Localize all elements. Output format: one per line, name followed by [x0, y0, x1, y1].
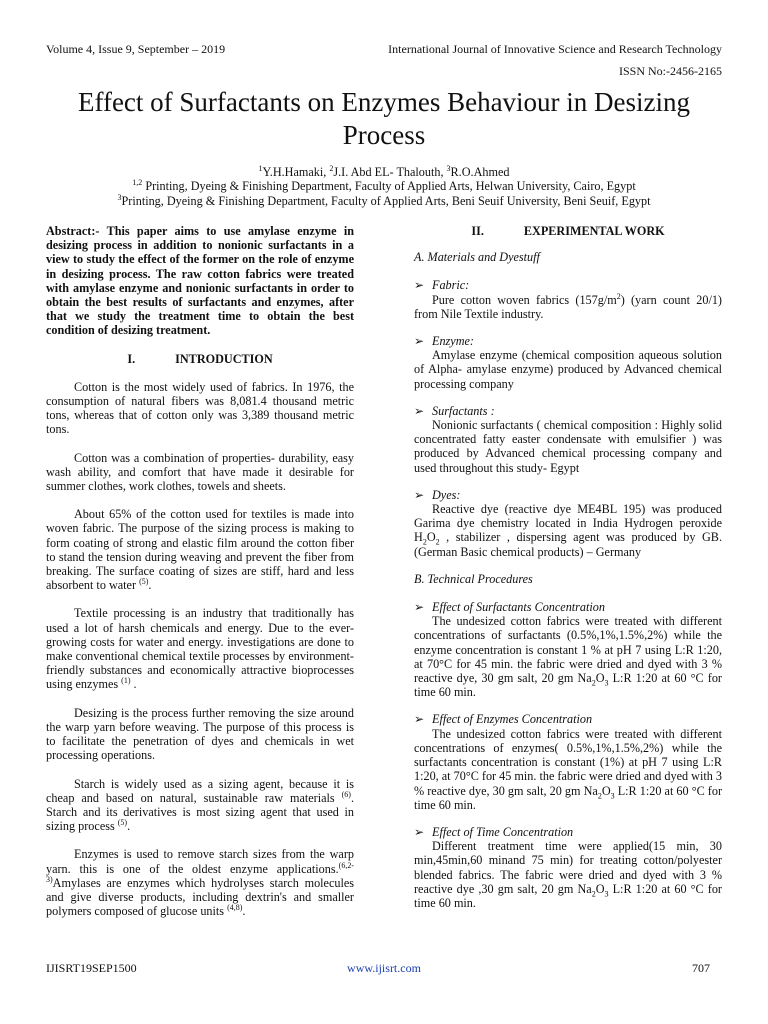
section-heading-experimental: II. EXPERIMENTAL WORK	[471, 224, 665, 238]
paper-title: Effect of Surfactants on Enzymes Behaviour in Desizing Process	[77, 87, 691, 150]
arrow-bullet-icon: ➢	[414, 278, 425, 293]
arrow-bullet-icon: ➢	[414, 334, 425, 349]
arrow-bullet-icon: ➢	[414, 712, 425, 727]
intro-paragraph: Desizing is the process further removing the size around the warp yarn before weaving. The purpose of this process is to facilitate the penetration of dyes and chemicals in wet processing operations.	[46, 705, 354, 763]
abstract: Abstract:- This paper aims to use amylase enzyme in desizing process in addition to nonionic surfactants in a view to study the effect of the former on the role of enzyme in desizing process. The raw cotton fabrics were treated with amylase enzyme and nonionic surfactants in order to obtain the best results of surfactants and enzymes, after that we study the treatment time to obtain the best condition of desizing treatment.	[46, 224, 354, 338]
intro-paragraph: Enzymes is used to remove starch sizes from the warp yarn. this is one of the oldest enzyme applications.$^{(6,2-3)}$Amylases are enzymes which hydrolyses starch molecules and give diverse products, including dextrin's and smaller polymers composed of glucose units $^{(4,8)}$.	[46, 847, 354, 919]
intro-paragraph: Textile processing is an industry that traditionally has used a lot of harsh chemicals and energy. Due to the ever-growing costs for water and energy. investigations are done to make conventional chemical textile processes by environment-friendly substances and economically attractive bioprocesses using enzymes $^{(1)}$ .	[46, 606, 354, 692]
paper-id: IJISRT19SEP1500	[46, 961, 137, 975]
author-list: $^1$Y.H.Hamaki, $^2$J.I. Abd EL- Thalouth, $^3$R.O.Ahmed	[258, 163, 510, 179]
list-item-surfactant-concentration: ➢ Effect of Surfactants Concentration The undesized cotton fabrics were treated with different concentrations of surfactants (0.5%,1%,1.5%,2%) while the enzyme concentration is constant 1 % at pH 7 using L:R 1:20, at 70°C for 45 min. the fabric were dried and dyed with 3 % reactive dye, 30 gm salt, 20 gm $Na_2O_3$ L:R 1:20 at 60 °C for time 60 min.	[414, 600, 722, 700]
list-item-enzyme: ➢ Enzyme: Amylase enzyme (chemical composition aqueous solution of Alpha- amylase enzyme) produced by Advanced chemical processing company	[414, 334, 722, 391]
left-column	[46, 224, 354, 932]
subsection-materials: A. Materials and Dyestuff	[414, 250, 540, 265]
subsection-procedures: B. Technical Procedures	[414, 571, 533, 586]
page-number: 707	[692, 961, 710, 975]
arrow-bullet-icon: ➢	[414, 403, 425, 418]
list-item-time-concentration: ➢ Effect of Time Concentration Different treatment time were applied(15 min, 30 min,45min,60 minand 75 min) for treating cotton/polyester blended fabrics. The fabric were dried and dyed with 3 % reactive dye ,30 gm salt, 20 gm $Na_2O_3$ L:R 1:20 at 60 °C for time 60 min.	[414, 824, 722, 910]
intro-paragraph: Starch is widely used as a sizing agent, because it is cheap and based on natural, sustainable raw materials $^{(6)}$. Starch and its derivatives is most sizing agent that used in sizing process $^{(5)}$.	[46, 776, 354, 834]
list-item-surfactants: ➢ Surfactants : Nonionic surfactants ( chemical composition : Highly solid concentrated fatty easter condensate with emulsifier ) was produced by Advanced chemical processing company and used throughout this study- Egypt	[414, 403, 722, 475]
journal-issn: ISSN No:-2456-2165	[618, 64, 722, 78]
arrow-bullet-icon: ➢	[414, 487, 425, 502]
arrow-bullet-icon: ➢	[414, 824, 425, 839]
affiliation-2: $^3$Printing, Dyeing & Finishing Department, Faculty of Applied Arts, Beni Seuif University, Beni Seuif, Egypt	[117, 192, 651, 208]
list-item-dyes: ➢ Dyes: Reactive dye (reactive dye ME4BL 195) was produced Garima dye chemistry located in India Hydrogen peroxide $H_2O_2$ , stabilizer , dispersing agent was produced by GB.(German Basic chemical products) – Germany	[414, 487, 722, 559]
intro-paragraph: About 65% of the cotton used for textiles is made into woven fabric. The purpose of the sizing process is making to form coating of strong and elastic film around the cotton fiber to stand the tension during weaving and prevent the fiber from breaking. The surface coating of sizes are stiff, hard and less absorbent to water $^{(5)}$.	[46, 507, 354, 593]
journal-website-link[interactable]: www.ijisrt.com	[347, 961, 421, 975]
journal-volume: Volume 4, Issue 9, September – 2019	[46, 42, 226, 56]
journal-name: International Journal of Innovative Science and Research Technology	[388, 42, 722, 56]
list-item-fabric: ➢ Fabric: Pure cotton woven fabrics $(157g/m^2)$ (yarn count 20/1) from Nile Textile industry.	[414, 278, 722, 321]
intro-paragraph: Cotton is the most widely used of fabrics. In 1976, the consumption of natural fibers was 8,081.4 thousand metric tons, whereas that of cotton only was 3,389 thousand metric tons.	[46, 379, 354, 437]
section-heading-introduction: I. INTRODUCTION	[127, 351, 273, 366]
affiliation-1: $^{1,2}$ Printing, Dyeing & Finishing Department, Faculty of Applied Arts, Helwan University, Cairo, Egypt	[132, 177, 636, 193]
arrow-bullet-icon: ➢	[414, 600, 425, 615]
right-column	[414, 224, 722, 923]
list-item-enzyme-concentration: ➢ Effect of Enzymes Concentration The undesized cotton fabrics were treated with different concentrations of enzymes( 0.5%,1%,1.5%,2%) while the surfactants concentration is constant (1%) at pH 7 using L:R 1:20, at 70°C for 45 min. the fabric were dried and dyed with 3 % reactive dye, 30 gm salt, 20 gm $Na_2O_3$ L:R 1:20 at 60 °C for time 60 min.	[414, 712, 723, 812]
intro-paragraph: Cotton was a combination of properties- durability, easy wash ability, and comfort that have made it desirable for summer clothes, work clothes, towels and sheets.	[46, 450, 354, 494]
